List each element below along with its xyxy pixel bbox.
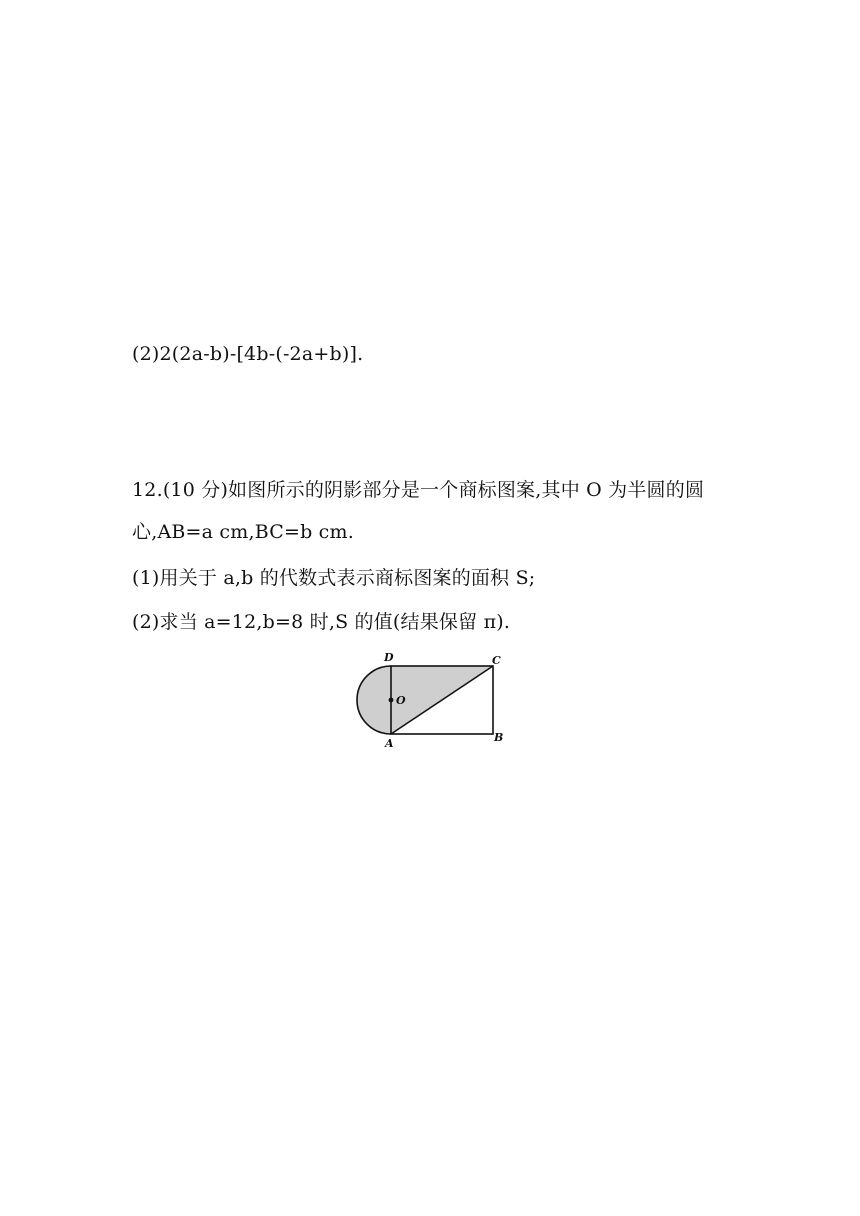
center-point-o (389, 698, 394, 703)
label-c: C (492, 654, 501, 667)
trademark-figure (340, 646, 520, 756)
label-b: B (494, 731, 504, 744)
trademark-figure-svg (340, 646, 520, 756)
label-o: O (396, 694, 406, 707)
label-d: D (384, 651, 394, 664)
problem-11-part-2: (2)2(2a-b)-[4b-(-2a+b)]. (132, 343, 364, 365)
problem-12-statement-line-2: 心,AB=a cm,BC=b cm. (132, 521, 354, 543)
label-a: A (385, 737, 394, 750)
problem-12-statement-line-1: 12.(10 分)如图所示的阴影部分是一个商标图案,其中 O 为半圆的圆 (132, 479, 705, 501)
problem-12-part-2: (2)求当 a=12,b=8 时,S 的值(结果保留 π). (132, 611, 511, 633)
problem-12-part-1: (1)用关于 a,b 的代数式表示商标图案的面积 S; (132, 567, 536, 589)
shaded-region (357, 666, 493, 734)
